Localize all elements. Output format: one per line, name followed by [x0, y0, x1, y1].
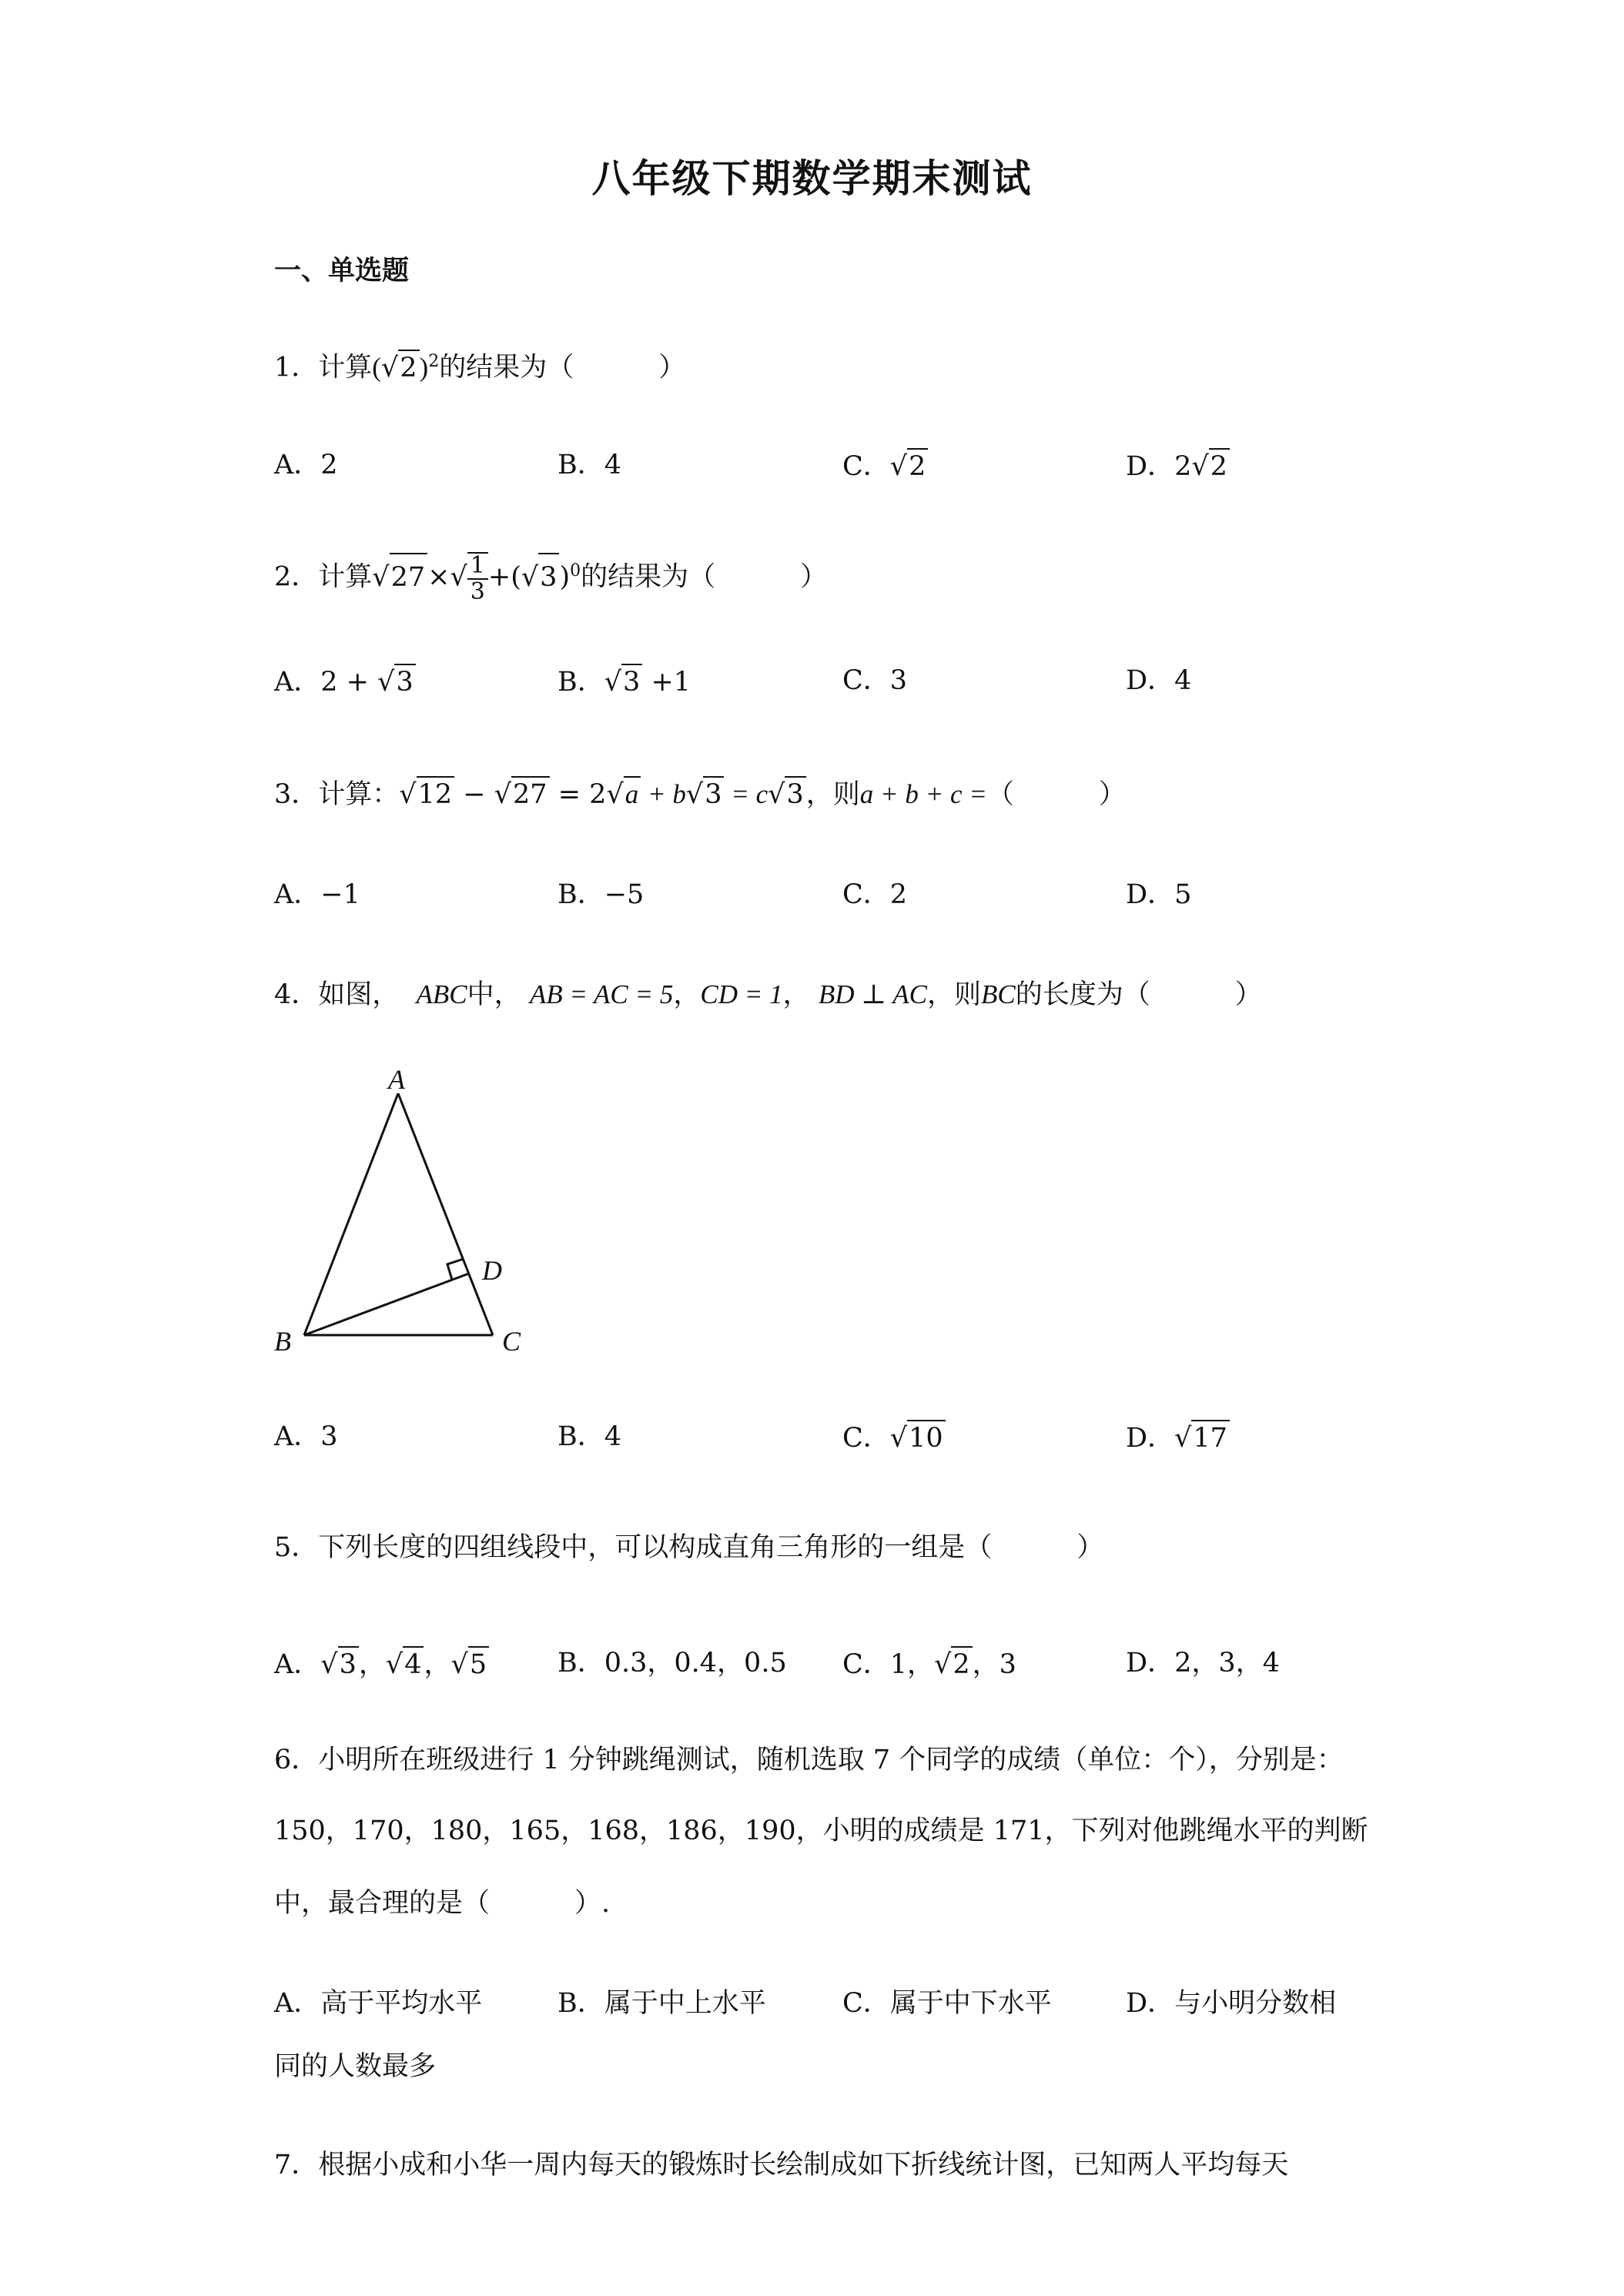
q6-option-a: A．高于平均水平	[274, 1988, 483, 2019]
label-a: A	[388, 1064, 405, 1095]
side-ab	[304, 1093, 398, 1335]
q3-option-a: A．−1	[274, 879, 360, 910]
q5-option-a: A．√3，√4，√5	[274, 1646, 489, 1682]
side-ac	[398, 1093, 493, 1335]
q4-option-d: D．√17	[1126, 1420, 1230, 1455]
label-b: B	[274, 1326, 291, 1357]
question-1: 1．计算$(√2)^2$的结果为（ ）	[274, 345, 685, 385]
q2-option-a: A．2 + √3	[274, 664, 416, 699]
q4-option-a: A．3	[274, 1421, 338, 1452]
q1-option-b: B．4	[558, 450, 622, 480]
q2-option-b: B．√3 +1	[558, 664, 691, 699]
q6-option-d: D．与小明分数相	[1126, 1988, 1337, 2019]
q6-option-b: B．属于中上水平	[558, 1988, 766, 2019]
q5-option-c: C．1，√2，3	[842, 1646, 1016, 1682]
question-4: 4．如图， ABC中， AB = AC = 5，CD = 1， BD ⊥ AC，则BC的长度为（ ）	[274, 979, 1262, 1010]
q3-option-b: B．−5	[558, 879, 645, 910]
q2-option-d: D．4	[1126, 665, 1192, 696]
page-title: 八年级下期数学期末测试	[591, 156, 1033, 201]
question-2: 2．计算√27×√ $\frac{1}{3}$ $+(√3)^0$的结果为（ ）	[274, 552, 828, 606]
q5-option-b: B．0.3，0.4，0.5	[558, 1648, 787, 1678]
q1-option-d: D．2√2	[1126, 448, 1230, 484]
q4-option-b: B．4	[558, 1421, 622, 1452]
question-6-line-2: 150，170，180，165，168，186，190，小明的成绩是 171，下列对他跳绳水平的判断	[274, 1816, 1368, 1846]
q5-option-d: D．2，3，4	[1126, 1648, 1280, 1678]
section-heading: 一、单选题	[274, 256, 410, 286]
q6-option-c: C．属于中下水平	[842, 1988, 1052, 2019]
q3-option-d: D．5	[1126, 879, 1192, 910]
segment-bd	[304, 1274, 469, 1335]
question-6-line-3: 中，最合理的是（ ）.	[274, 1888, 611, 1919]
q1-option-a: A．2	[274, 450, 338, 480]
q4-option-c: C．√10	[842, 1420, 946, 1455]
question-7-line-1: 7．根据小成和小华一周内每天的锻炼时长绘制成如下折线统计图，已知两人平均每天	[274, 2150, 1289, 2181]
sqrt-expression: √2	[381, 350, 420, 385]
q2-option-c: C．3	[842, 665, 908, 696]
fraction: $\frac{1}{3}$	[467, 552, 488, 604]
q1-option-c: C．√2	[842, 448, 928, 484]
triangle-figure	[262, 1063, 539, 1363]
q6-option-d-wrap: 同的人数最多	[274, 2051, 437, 2082]
label-d: D	[482, 1255, 502, 1286]
question-5: 5．下列长度的四组线段中，可以构成直角三角形的一组是（ ）	[274, 1532, 1104, 1563]
question-3: 3．计算：√12 − √27 = 2√a + b√3 = c√3，则a + b + c =（ ）	[274, 776, 1126, 812]
label-c: C	[502, 1326, 521, 1357]
question-6-line-1: 6．小明所在班级进行 1 分钟跳绳测试，随机选取 7 个同学的成绩（单位：个），分别是：	[274, 1745, 1344, 1776]
q3-option-c: C．2	[842, 879, 908, 910]
